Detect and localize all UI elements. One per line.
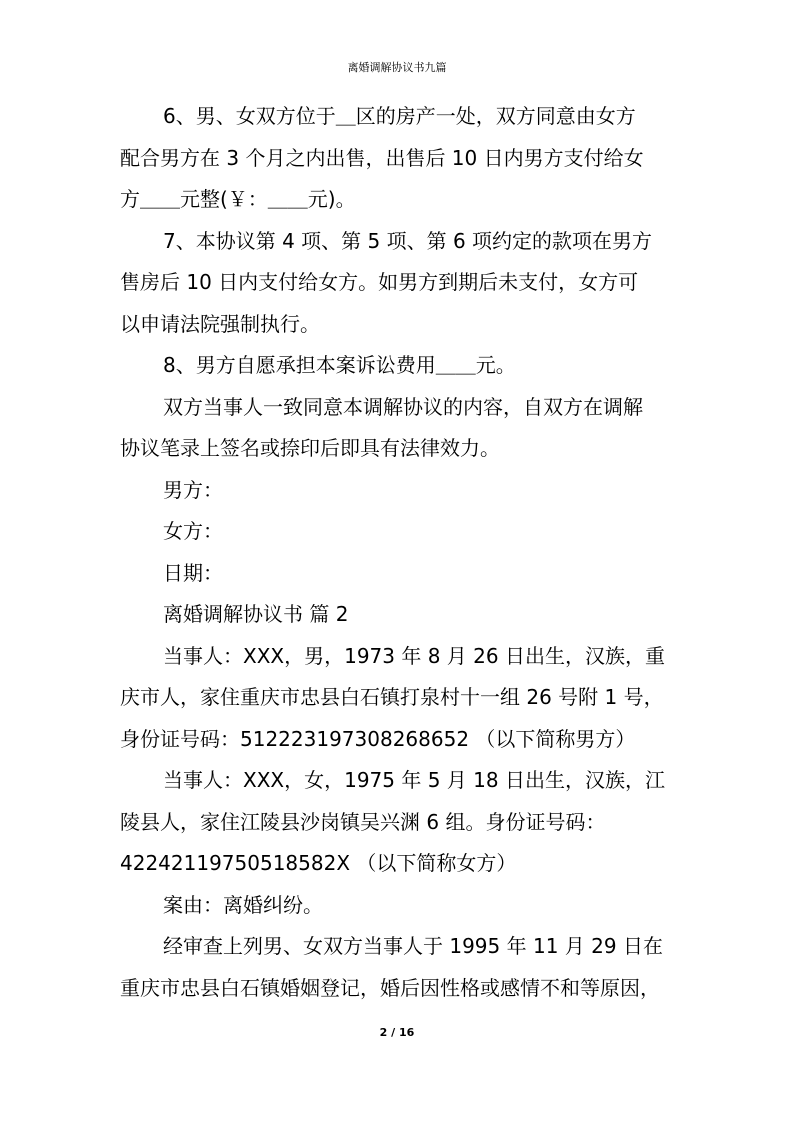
text-line: 案由：离婚纠纷。: [163, 892, 323, 917]
text-line: 身份证号码：512223197308268652 （以下简称男方）: [120, 726, 636, 751]
text-line: 当事人：XXX，男，1973 年 8 月 26 日出生，汉族，重: [163, 643, 665, 668]
text-line: 42242119750518582X （以下简称女方）: [120, 851, 517, 875]
signature-label-male: 男方：: [163, 477, 223, 502]
text-line: 8、男方自愿承担本案诉讼费用＿＿元。: [163, 353, 516, 377]
text-line: 当事人：XXX，女，1975 年 5 月 18 日出生，汉族，江: [163, 768, 665, 792]
date-label: 日期：: [163, 560, 223, 585]
text-line: 重庆市忠县白石镇婚姻登记，婚后因性格或感情不和等原因，: [120, 975, 660, 1000]
text-line: 陵县人，家住江陵县沙岗镇吴兴渊 6 组。身份证号码：: [120, 809, 606, 834]
text-line: 方＿＿元整(￥：＿＿元)。: [120, 187, 356, 211]
document-body: [120, 96, 680, 1009]
page-number: 2 / 16: [379, 1026, 415, 1039]
text-line: 经审查上列男、女双方当事人于 1995 年 11 月 29 日在: [163, 934, 663, 958]
signature-label-female: 女方：: [163, 519, 223, 543]
text-line: 配合男方在 3 个月之内出售，出售后 10 日内男方支付给女: [120, 145, 644, 170]
section-heading: 离婚调解协议书 篇 2: [163, 602, 349, 626]
text-line: 双方当事人一致同意本调解协议的内容，自双方在调解: [163, 394, 643, 419]
page-header-title: 离婚调解协议书九篇: [347, 61, 447, 74]
text-line: 6、男、女双方位于＿区的房产一处，双方同意由女方: [163, 104, 636, 128]
text-line: 庆市人，家住重庆市忠县白石镇打泉村十一组 26 号附 1 号，: [120, 685, 664, 709]
text-line: 以申请法院强制执行。: [120, 311, 320, 336]
text-line: 7、本协议第 4 项、第 5 项、第 6 项约定的款项在男方: [163, 228, 653, 253]
text-line: 协议笔录上签名或捺印后即具有法律效力。: [120, 436, 500, 460]
text-line: 售房后 10 日内支付给女方。如男方到期后未支付，女方可: [120, 270, 639, 294]
